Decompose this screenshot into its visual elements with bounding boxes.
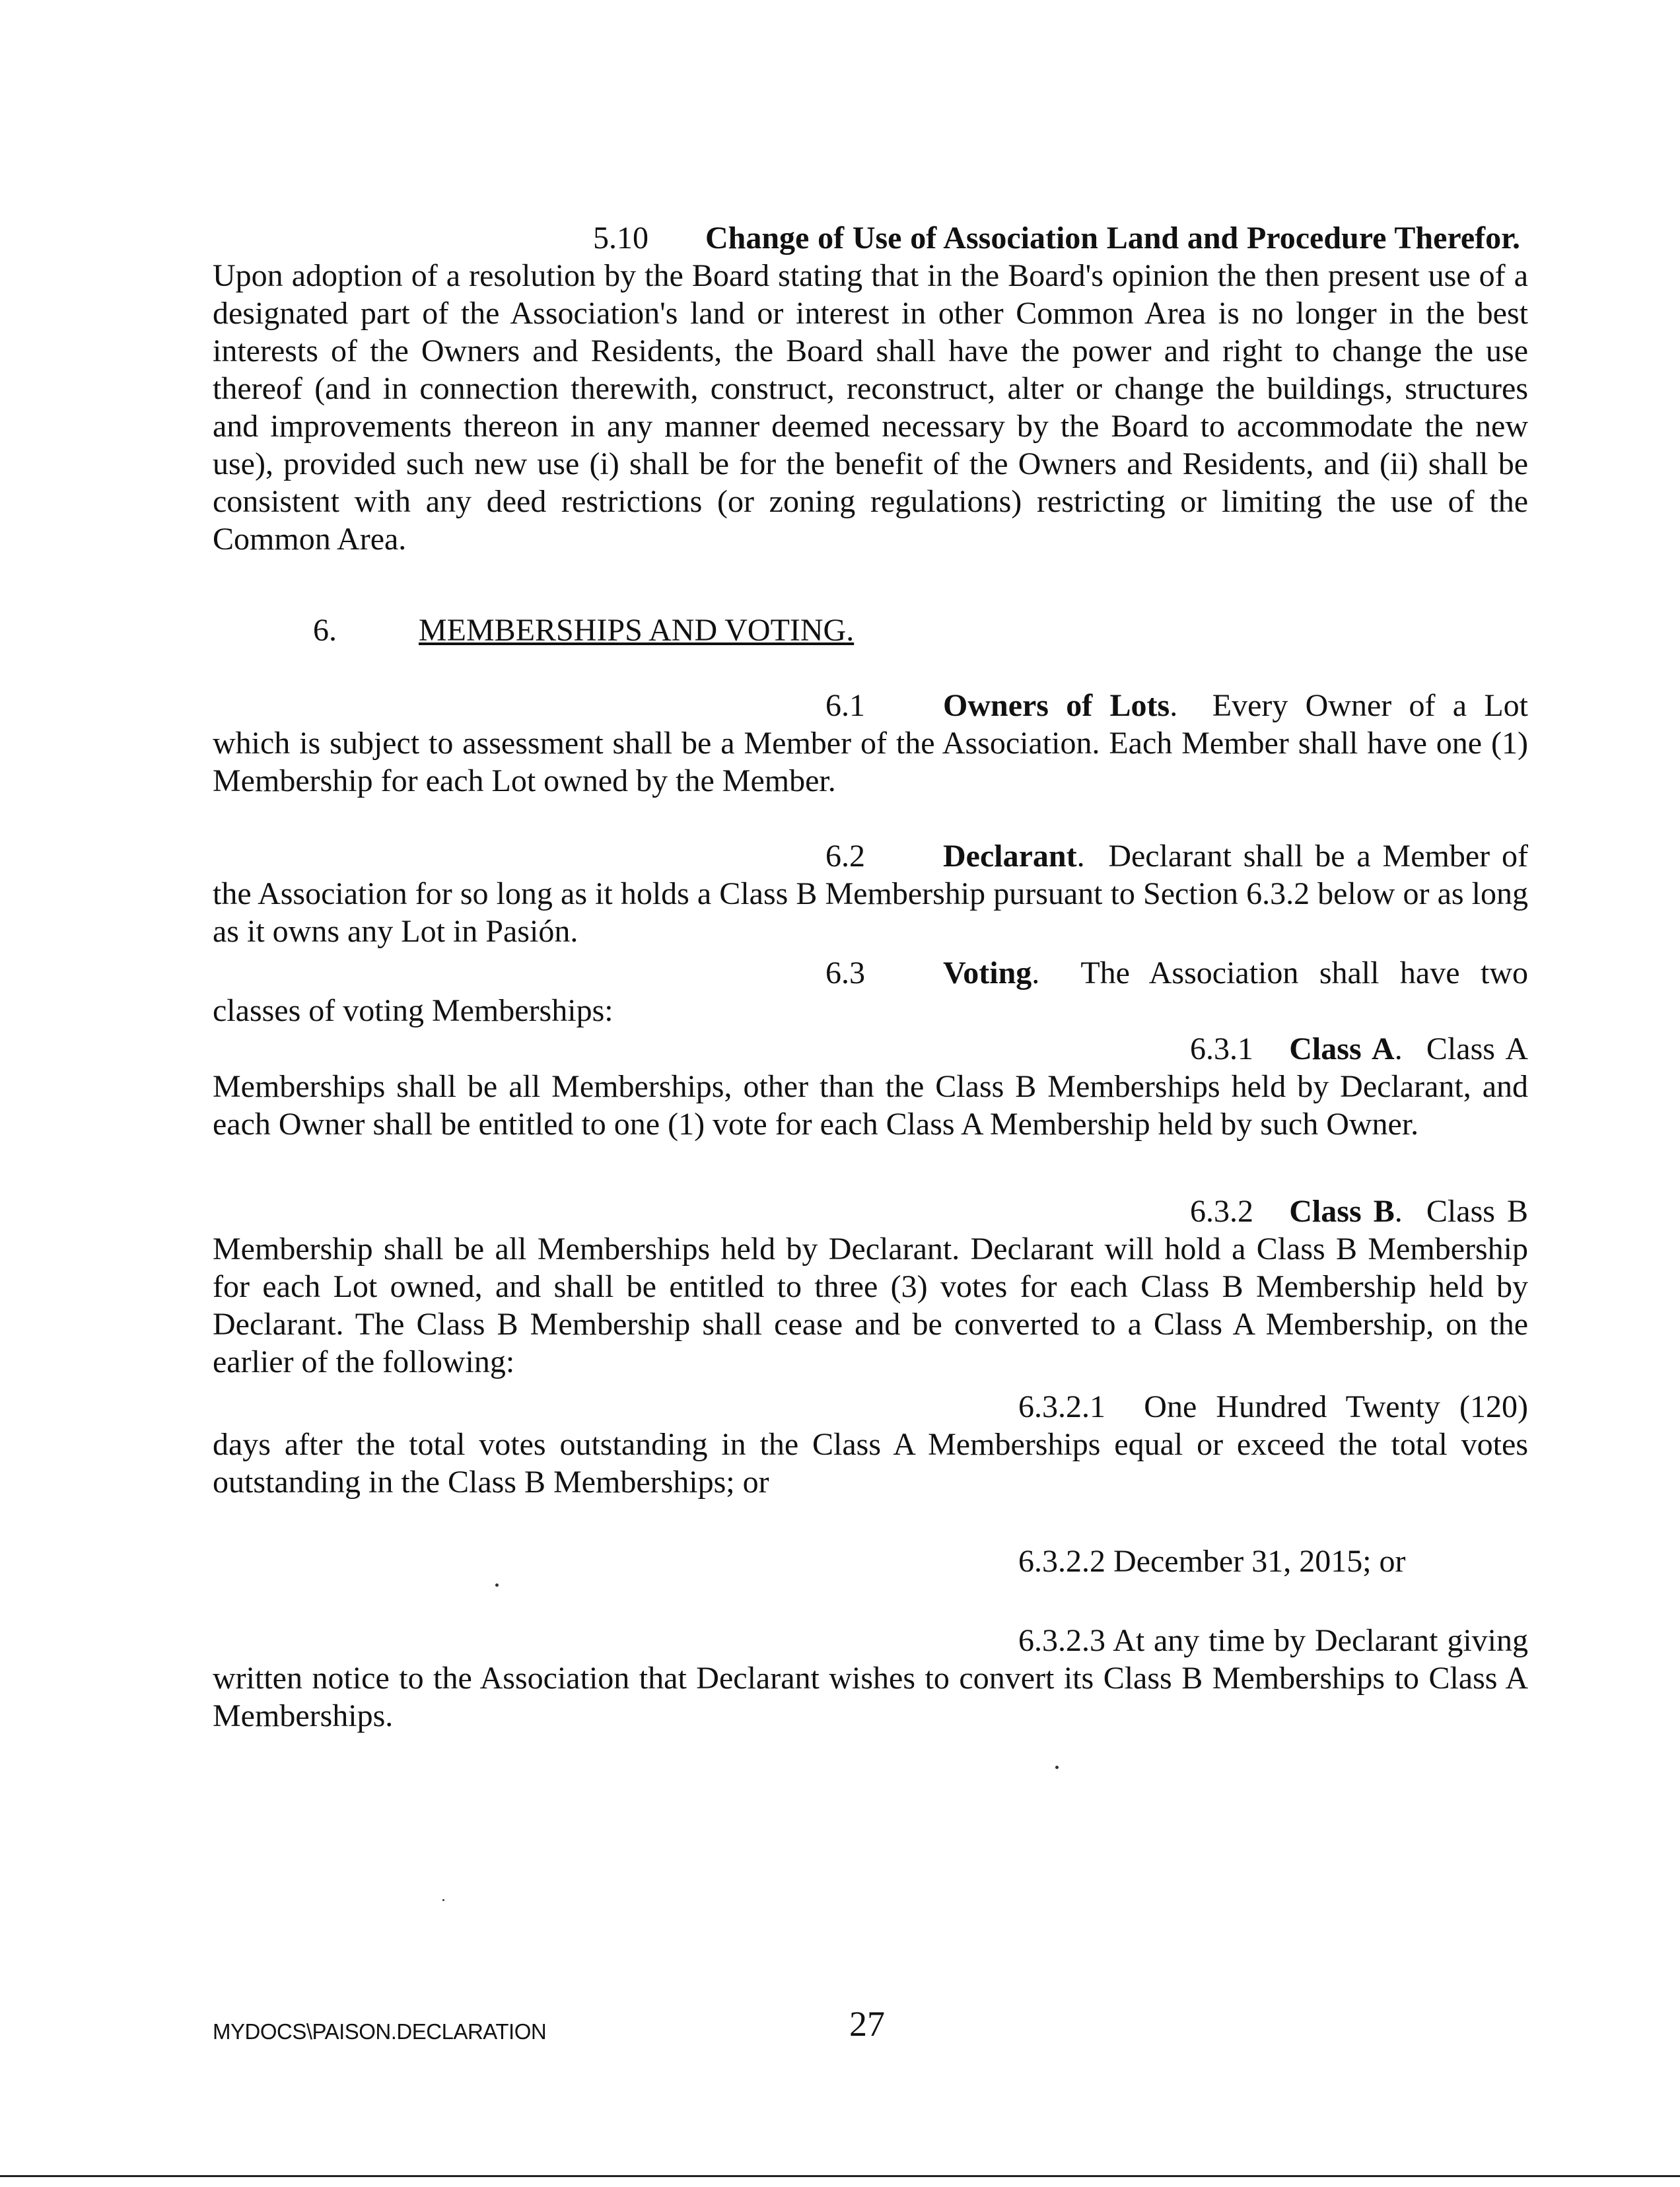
- section-body: Every Owner of a Lot which is subject to assessment shall be a Member of the Association. Each Member shall have one (1) Membership for each Lot owned by the Member.: [213, 688, 1529, 798]
- bottom-rule: [0, 2175, 1680, 2177]
- section-number: 6.3.2: [1190, 1194, 1253, 1229]
- section-number: 6.1: [825, 688, 865, 723]
- section-heading: Declarant: [943, 839, 1077, 874]
- section-body: Class A Memberships shall be all Memberships, other than the Class B Memberships held by Declarant, and each Owner shall be entitled to one (1) vote for each Class A Membership held by such Owner.: [213, 1031, 1529, 1142]
- page-number: 27: [849, 2004, 885, 2044]
- section-6-heading: [313, 611, 854, 649]
- section-6-1: 6.1 Owners of Lots. Every Owner of a Lot which is subject to assessment shall be a Member of the Association. Each Member shall have one (1) Membership for each Lot owned by the Member.: [213, 688, 1529, 798]
- section-6-3: 6.3 Voting. The Association shall have two classes of voting Memberships:: [213, 955, 1528, 1028]
- section-6-3-2-3: [213, 1622, 1528, 1735]
- scan-speck: [495, 1583, 499, 1587]
- section-6-3-2: 6.3.2 Class B. Class B Membership shall be all Memberships held by Declarant. Declarant will hold a Class B Membership for each Lot owned, and shall be entitled to three (3) votes for each Class B Membership held by Declarant. The Class B Membership shall cease and be converted to a Class A Membership, on the earlier of the following:: [213, 1194, 1529, 1379]
- section-number: 6.3.2.1: [1018, 1389, 1105, 1424]
- scan-speck: [442, 1899, 444, 1901]
- section-heading: Class A: [1289, 1031, 1395, 1066]
- section-6-3-2-2: [213, 1543, 1528, 1580]
- section-body: The Association shall have two classes of voting Memberships:: [213, 955, 1528, 1028]
- section-body: Upon adoption of a resolution by the Board stating that in the Board's opinion the then present use of a designated part of the Association's land or interest in other Common Area is no longer in the best interests of the Owners and Residents, the Board shall have the power and right to change the use thereof (and in connection therewith, construct, reconstruct, alter or change the buildings, structures and improvements thereon in any manner deemed necessary by the Board to accommodate the new use), provided such new use (i) shall be for the benefit of the Owners and Residents, and (ii) shall be consistent with any deed restrictions (or zoning regulations) restricting or limiting the use of the Common Area.: [213, 258, 1528, 557]
- section-number: 6.2: [825, 839, 865, 874]
- section-body: At any time by Declarant giving written notice to the Association that Declarant wishes to convert its Class B Memberships to Class A Memberships.: [213, 1623, 1528, 1733]
- section-body: Class B Membership shall be all Memberships held by Declarant. Declarant will hold a Class B Membership for each Lot owned, and shall be entitled to three (3) votes for each Class B Membership held by Declarant. The Class B Membership shall cease and be converted to a Class A Membership, on the earlier of the following:: [213, 1194, 1529, 1379]
- footer-doc-path: MYDOCS\PAISON.DECLARATION: [213, 2019, 547, 2044]
- section-5-10: 5.10 Change of Use of Association Land and Procedure Therefor. Upon adoption of a resolution by the Board stating that in the Board's opinion the then present use of a designated part of the Association's land or interest in other Common Area is no longer in the best interests of the Owners and Residents, the Board shall have the power and right to change the use thereof (and in connection therewith, construct, reconstruct, alter or change the buildings, structures and improvements thereon in any manner deemed necessary by the Board to accommodate the new use), provided such new use (i) shall be for the benefit of the Owners and Residents, and (ii) shall be consistent with any deed restrictions (or zoning regulations) restricting or limiting the use of the Common Area.: [213, 221, 1528, 557]
- section-number: 6.3.2.3: [1018, 1623, 1105, 1658]
- section-body: Declarant shall be a Member of the Association for so long as it holds a Class B Membership pursuant to Section 6.3.2 below or as long as it owns any Lot in Pasión.: [213, 839, 1528, 949]
- section-title: MEMBERSHIPS AND VOTING.: [419, 613, 855, 648]
- section-heading: Owners of Lots: [943, 688, 1170, 723]
- section-number: 6.3.2.2: [1018, 1544, 1105, 1579]
- section-heading: Change of Use of Association Land and Procedure Therefor: [705, 221, 1512, 256]
- section-body: One Hundred Twenty (120) days after the total votes outstanding in the Class A Memberships equal or exceed the total votes outstanding in the Class B Memberships; or: [213, 1389, 1528, 1500]
- section-number: 6.3: [825, 955, 865, 990]
- section-heading: Voting: [943, 955, 1032, 990]
- section-number: 5.10: [593, 221, 648, 256]
- section-6-2: 6.2 Declarant. Declarant shall be a Member of the Association for so long as it holds a Class B Membership pursuant to Section 6.3.2 below or as long as it owns any Lot in Pasión.: [213, 839, 1528, 949]
- section-body: December 31, 2015; or: [1113, 1544, 1406, 1579]
- section-number: 6.3.1: [1190, 1031, 1253, 1066]
- section-6-3-2-1: [213, 1388, 1528, 1501]
- section-number: 6.: [313, 613, 337, 648]
- scan-speck: [1055, 1766, 1059, 1769]
- section-heading: Class B: [1289, 1194, 1395, 1229]
- section-6-3-1: 6.3.1 Class A. Class A Memberships shall be all Memberships, other than the Class B Memberships held by Declarant, and each Owner shall be entitled to one (1) vote for each Class A Membership held by such Owner.: [213, 1031, 1529, 1142]
